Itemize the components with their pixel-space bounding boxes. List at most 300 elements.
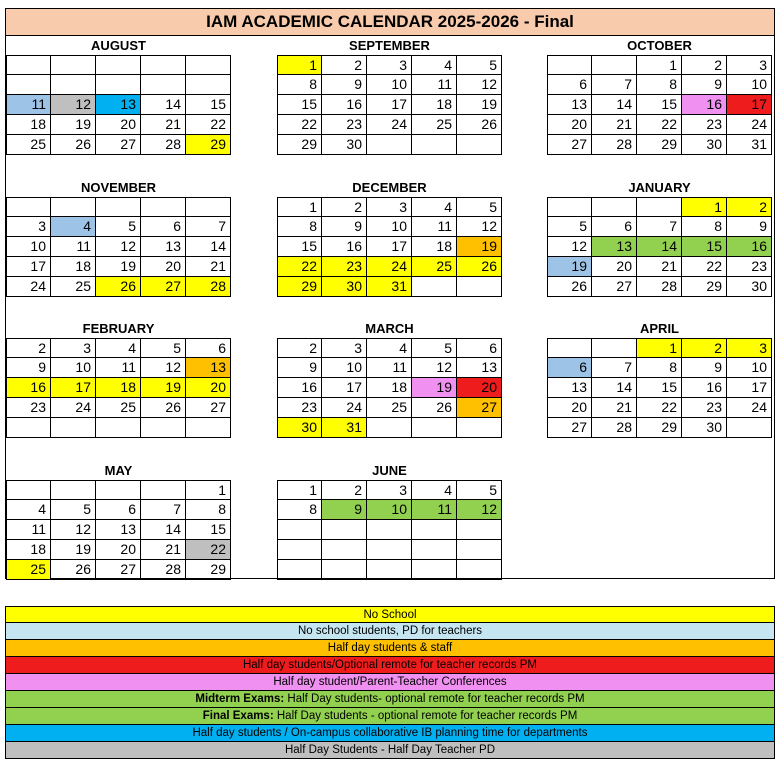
month-name: JUNE: [372, 463, 407, 478]
day-cell: 2: [727, 197, 772, 217]
day-cell: 15: [186, 95, 231, 115]
empty-cell: [186, 75, 231, 95]
day-cell: 19: [141, 378, 186, 398]
day-cell: 24: [367, 115, 412, 135]
day-cell: 6: [592, 217, 637, 237]
day-cell: 14: [186, 237, 231, 257]
day-cell: 28: [141, 135, 186, 155]
day-cell: 1: [637, 338, 682, 358]
day-cell: 4: [367, 338, 412, 358]
day-cell: 30: [727, 277, 772, 297]
day-cell: 11: [412, 500, 457, 520]
day-cell: 27: [96, 135, 141, 155]
day-cell: 9: [682, 358, 727, 378]
day-cell: 29: [682, 277, 727, 297]
legend-text: Half day students & staff: [327, 642, 453, 654]
day-cell: 12: [412, 358, 457, 378]
day-cell: 15: [277, 237, 322, 257]
day-cell: 8: [186, 500, 231, 520]
day-cell: 7: [141, 500, 186, 520]
empty-cell: [6, 418, 51, 438]
day-cell: 16: [6, 378, 51, 398]
day-cell: 9: [277, 358, 322, 378]
day-cell: 11: [96, 358, 141, 378]
empty-cell: [322, 520, 367, 540]
legend-row: [5, 657, 775, 674]
day-cell: 4: [412, 55, 457, 75]
legend-bold: Final Exams:: [202, 710, 274, 722]
day-cell: 13: [592, 237, 637, 257]
legend: [5, 606, 775, 759]
day-cell: 20: [186, 378, 231, 398]
day-cell: 6: [547, 75, 592, 95]
day-cell: 23: [682, 115, 727, 135]
day-cell: 22: [637, 115, 682, 135]
day-cell: 25: [6, 560, 51, 580]
day-cell: 14: [592, 378, 637, 398]
day-cell: 24: [727, 115, 772, 135]
day-cell: 1: [682, 197, 727, 217]
legend-row: [5, 640, 775, 657]
day-cell: 5: [141, 338, 186, 358]
day-cell: 30: [682, 418, 727, 438]
day-cell: 16: [277, 378, 322, 398]
day-cell: 22: [277, 257, 322, 277]
empty-cell: [141, 75, 186, 95]
month-name: SEPTEMBER: [349, 38, 430, 53]
empty-cell: [96, 55, 141, 75]
day-cell: 11: [6, 520, 51, 540]
day-cell: 18: [96, 378, 141, 398]
day-cell: 28: [592, 135, 637, 155]
empty-cell: [367, 540, 412, 560]
day-cell: 1: [637, 55, 682, 75]
day-cell: 9: [322, 217, 367, 237]
day-cell: 6: [457, 338, 502, 358]
empty-cell: [51, 197, 96, 217]
day-cell: 23: [322, 257, 367, 277]
day-cell: 6: [186, 338, 231, 358]
legend-text: Half Day Students - Half Day Teacher PD: [284, 744, 496, 756]
day-cell: 22: [637, 398, 682, 418]
day-cell: 19: [51, 540, 96, 560]
empty-cell: [6, 480, 51, 500]
empty-cell: [322, 540, 367, 560]
day-cell: 10: [367, 75, 412, 95]
day-cell: 10: [6, 237, 51, 257]
day-cell: 25: [96, 398, 141, 418]
day-cell: 24: [367, 257, 412, 277]
day-cell: 26: [547, 277, 592, 297]
day-cell: 18: [51, 257, 96, 277]
day-cell: 27: [547, 135, 592, 155]
day-cell: 26: [51, 135, 96, 155]
empty-cell: [277, 560, 322, 580]
day-cell: 11: [412, 217, 457, 237]
day-cell: 16: [682, 378, 727, 398]
day-cell: 14: [141, 520, 186, 540]
day-cell: 19: [457, 95, 502, 115]
empty-cell: [412, 135, 457, 155]
day-cell: 7: [592, 358, 637, 378]
empty-cell: [457, 418, 502, 438]
day-cell: 6: [96, 500, 141, 520]
day-cell: 17: [727, 95, 772, 115]
day-cell: 18: [6, 540, 51, 560]
day-cell: 15: [637, 95, 682, 115]
day-cell: 21: [592, 398, 637, 418]
day-cell: 23: [6, 398, 51, 418]
day-cell: 7: [637, 217, 682, 237]
empty-cell: [322, 560, 367, 580]
month-name: APRIL: [640, 321, 679, 336]
empty-cell: [547, 55, 592, 75]
day-cell: 3: [6, 217, 51, 237]
day-cell: 9: [322, 75, 367, 95]
day-cell: 10: [322, 358, 367, 378]
legend-text: No School: [363, 609, 417, 621]
empty-cell: [96, 418, 141, 438]
day-cell: 19: [96, 257, 141, 277]
day-cell: 14: [141, 95, 186, 115]
empty-cell: [637, 197, 682, 217]
day-cell: 16: [322, 95, 367, 115]
day-cell: 19: [457, 237, 502, 257]
day-cell: 3: [367, 480, 412, 500]
day-cell: 25: [412, 115, 457, 135]
day-cell: 3: [367, 55, 412, 75]
day-cell: 8: [637, 75, 682, 95]
empty-cell: [457, 277, 502, 297]
day-cell: 20: [96, 115, 141, 135]
day-cell: 22: [186, 540, 231, 560]
legend-row: [5, 623, 775, 640]
legend-text: Half day student/Parent-Teacher Conferences: [273, 676, 507, 688]
day-cell: 3: [367, 197, 412, 217]
empty-cell: [141, 55, 186, 75]
day-cell: 8: [277, 217, 322, 237]
empty-cell: [277, 520, 322, 540]
empty-cell: [457, 540, 502, 560]
day-cell: 15: [186, 520, 231, 540]
day-cell: 17: [51, 378, 96, 398]
day-cell: 12: [457, 500, 502, 520]
day-cell: 3: [727, 338, 772, 358]
day-cell: 17: [367, 95, 412, 115]
day-cell: 20: [592, 257, 637, 277]
day-cell: 20: [96, 540, 141, 560]
legend-row: [5, 674, 775, 691]
day-cell: 22: [682, 257, 727, 277]
empty-cell: [457, 135, 502, 155]
day-cell: 20: [141, 257, 186, 277]
empty-cell: [592, 197, 637, 217]
empty-cell: [457, 560, 502, 580]
day-cell: 8: [277, 75, 322, 95]
legend-text: Half Day students - optional remote for teacher records PM: [273, 710, 578, 722]
day-cell: 15: [637, 378, 682, 398]
day-cell: 28: [637, 277, 682, 297]
day-cell: 26: [141, 398, 186, 418]
day-cell: 2: [322, 480, 367, 500]
day-cell: 7: [186, 217, 231, 237]
day-cell: 18: [412, 95, 457, 115]
day-cell: 12: [51, 520, 96, 540]
day-cell: 10: [727, 75, 772, 95]
day-cell: 11: [51, 237, 96, 257]
day-cell: 29: [277, 135, 322, 155]
day-cell: 8: [637, 358, 682, 378]
month-name: NOVEMBER: [80, 180, 157, 195]
empty-cell: [412, 277, 457, 297]
empty-cell: [412, 520, 457, 540]
day-cell: 12: [547, 237, 592, 257]
day-cell: 18: [367, 378, 412, 398]
day-cell: 25: [6, 135, 51, 155]
empty-cell: [51, 75, 96, 95]
month-name: DECEMBER: [352, 180, 427, 195]
day-cell: 26: [457, 257, 502, 277]
day-cell: 10: [367, 217, 412, 237]
empty-cell: [367, 135, 412, 155]
empty-cell: [547, 197, 592, 217]
legend-text: Half Day students- optional remote for teacher records PM: [284, 693, 585, 705]
empty-cell: [277, 540, 322, 560]
day-cell: 30: [322, 135, 367, 155]
day-cell: 17: [727, 378, 772, 398]
day-cell: 13: [186, 358, 231, 378]
day-cell: 14: [592, 95, 637, 115]
day-cell: 5: [457, 480, 502, 500]
empty-cell: [96, 197, 141, 217]
day-cell: 10: [727, 358, 772, 378]
day-cell: 9: [727, 217, 772, 237]
day-cell: 29: [637, 135, 682, 155]
empty-cell: [141, 480, 186, 500]
day-cell: 6: [141, 217, 186, 237]
day-cell: 27: [457, 398, 502, 418]
day-cell: 16: [322, 237, 367, 257]
day-cell: 4: [412, 480, 457, 500]
day-cell: 12: [96, 237, 141, 257]
day-cell: 4: [6, 500, 51, 520]
day-cell: 24: [6, 277, 51, 297]
empty-cell: [96, 75, 141, 95]
day-cell: 8: [277, 500, 322, 520]
day-cell: 12: [457, 75, 502, 95]
day-cell: 4: [96, 338, 141, 358]
empty-cell: [592, 338, 637, 358]
day-cell: 13: [141, 237, 186, 257]
day-cell: 28: [186, 277, 231, 297]
day-cell: 4: [412, 197, 457, 217]
empty-cell: [51, 480, 96, 500]
empty-cell: [51, 418, 96, 438]
empty-cell: [457, 520, 502, 540]
day-cell: 19: [547, 257, 592, 277]
empty-cell: [186, 418, 231, 438]
legend-row: [5, 691, 775, 708]
day-cell: 3: [322, 338, 367, 358]
day-cell: 7: [592, 75, 637, 95]
empty-cell: [186, 197, 231, 217]
empty-cell: [141, 197, 186, 217]
day-cell: 24: [727, 398, 772, 418]
legend-row: [5, 725, 775, 742]
day-cell: 26: [457, 115, 502, 135]
day-cell: 1: [277, 55, 322, 75]
day-cell: 22: [277, 115, 322, 135]
day-cell: 27: [141, 277, 186, 297]
day-cell: 31: [727, 135, 772, 155]
day-cell: 22: [186, 115, 231, 135]
day-cell: 13: [96, 520, 141, 540]
day-cell: 4: [51, 217, 96, 237]
day-cell: 12: [51, 95, 96, 115]
empty-cell: [96, 480, 141, 500]
day-cell: 17: [322, 378, 367, 398]
day-cell: 27: [592, 277, 637, 297]
day-cell: 29: [637, 418, 682, 438]
day-cell: 30: [322, 277, 367, 297]
day-cell: 13: [96, 95, 141, 115]
month-name: OCTOBER: [627, 38, 692, 53]
day-cell: 11: [412, 75, 457, 95]
empty-cell: [141, 418, 186, 438]
day-cell: 29: [186, 135, 231, 155]
month-name: JANUARY: [628, 180, 691, 195]
day-cell: 28: [141, 560, 186, 580]
day-cell: 17: [6, 257, 51, 277]
day-cell: 13: [547, 95, 592, 115]
month-name: AUGUST: [91, 38, 146, 53]
academic-calendar: [5, 8, 775, 579]
legend-text: Half day students / On-campus collaborative IB planning time for departments: [192, 727, 588, 739]
empty-cell: [412, 540, 457, 560]
day-cell: 15: [277, 95, 322, 115]
day-cell: 9: [6, 358, 51, 378]
empty-cell: [367, 560, 412, 580]
empty-cell: [6, 75, 51, 95]
day-cell: 27: [547, 418, 592, 438]
empty-cell: [6, 197, 51, 217]
day-cell: 5: [51, 500, 96, 520]
day-cell: 28: [592, 418, 637, 438]
day-cell: 1: [277, 197, 322, 217]
legend-row: [5, 742, 775, 759]
calendar-title: IAM ACADEMIC CALENDAR 2025-2026 - Final: [6, 9, 774, 36]
legend-text: No school students, PD for teachers: [297, 625, 483, 637]
legend-text: Half day students/Optional remote for teacher records PM: [242, 659, 538, 671]
day-cell: 26: [96, 277, 141, 297]
day-cell: 11: [6, 95, 51, 115]
day-cell: 23: [682, 398, 727, 418]
day-cell: 25: [367, 398, 412, 418]
day-cell: 21: [186, 257, 231, 277]
day-cell: 3: [727, 55, 772, 75]
day-cell: 11: [367, 358, 412, 378]
day-cell: 8: [682, 217, 727, 237]
day-cell: 20: [547, 115, 592, 135]
empty-cell: [592, 55, 637, 75]
day-cell: 29: [277, 277, 322, 297]
day-cell: 25: [51, 277, 96, 297]
day-cell: 12: [141, 358, 186, 378]
empty-cell: [367, 418, 412, 438]
day-cell: 2: [6, 338, 51, 358]
day-cell: 29: [186, 560, 231, 580]
day-cell: 3: [51, 338, 96, 358]
day-cell: 2: [322, 197, 367, 217]
day-cell: 30: [277, 418, 322, 438]
day-cell: 16: [727, 237, 772, 257]
day-cell: 31: [322, 418, 367, 438]
day-cell: 20: [457, 378, 502, 398]
day-cell: 9: [322, 500, 367, 520]
day-cell: 18: [6, 115, 51, 135]
day-cell: 10: [51, 358, 96, 378]
day-cell: 25: [412, 257, 457, 277]
empty-cell: [727, 418, 772, 438]
empty-cell: [51, 55, 96, 75]
empty-cell: [412, 418, 457, 438]
empty-cell: [6, 55, 51, 75]
day-cell: 1: [277, 480, 322, 500]
empty-cell: [412, 560, 457, 580]
day-cell: 16: [682, 95, 727, 115]
day-cell: 26: [51, 560, 96, 580]
day-cell: 5: [412, 338, 457, 358]
day-cell: 2: [682, 338, 727, 358]
day-cell: 10: [367, 500, 412, 520]
day-cell: 24: [51, 398, 96, 418]
day-cell: 17: [367, 237, 412, 257]
day-cell: 21: [141, 115, 186, 135]
day-cell: 23: [727, 257, 772, 277]
day-cell: 19: [412, 378, 457, 398]
day-cell: 5: [96, 217, 141, 237]
day-cell: 27: [186, 398, 231, 418]
day-cell: 23: [322, 115, 367, 135]
day-cell: 13: [457, 358, 502, 378]
day-cell: 2: [277, 338, 322, 358]
month-name: FEBRUARY: [82, 321, 155, 336]
day-cell: 21: [141, 540, 186, 560]
legend-bold: Midterm Exams:: [195, 693, 285, 705]
empty-cell: [547, 338, 592, 358]
day-cell: 6: [547, 358, 592, 378]
day-cell: 24: [322, 398, 367, 418]
legend-row: [5, 606, 775, 623]
day-cell: 20: [547, 398, 592, 418]
month-name: MARCH: [365, 321, 414, 336]
day-cell: 23: [277, 398, 322, 418]
legend-row: [5, 708, 775, 725]
day-cell: 27: [96, 560, 141, 580]
day-cell: 30: [682, 135, 727, 155]
day-cell: 2: [682, 55, 727, 75]
day-cell: 21: [637, 257, 682, 277]
day-cell: 19: [51, 115, 96, 135]
empty-cell: [186, 55, 231, 75]
day-cell: 5: [457, 197, 502, 217]
day-cell: 2: [322, 55, 367, 75]
month-name: MAY: [104, 463, 133, 478]
day-cell: 9: [682, 75, 727, 95]
day-cell: 5: [457, 55, 502, 75]
day-cell: 21: [592, 115, 637, 135]
day-cell: 12: [457, 217, 502, 237]
